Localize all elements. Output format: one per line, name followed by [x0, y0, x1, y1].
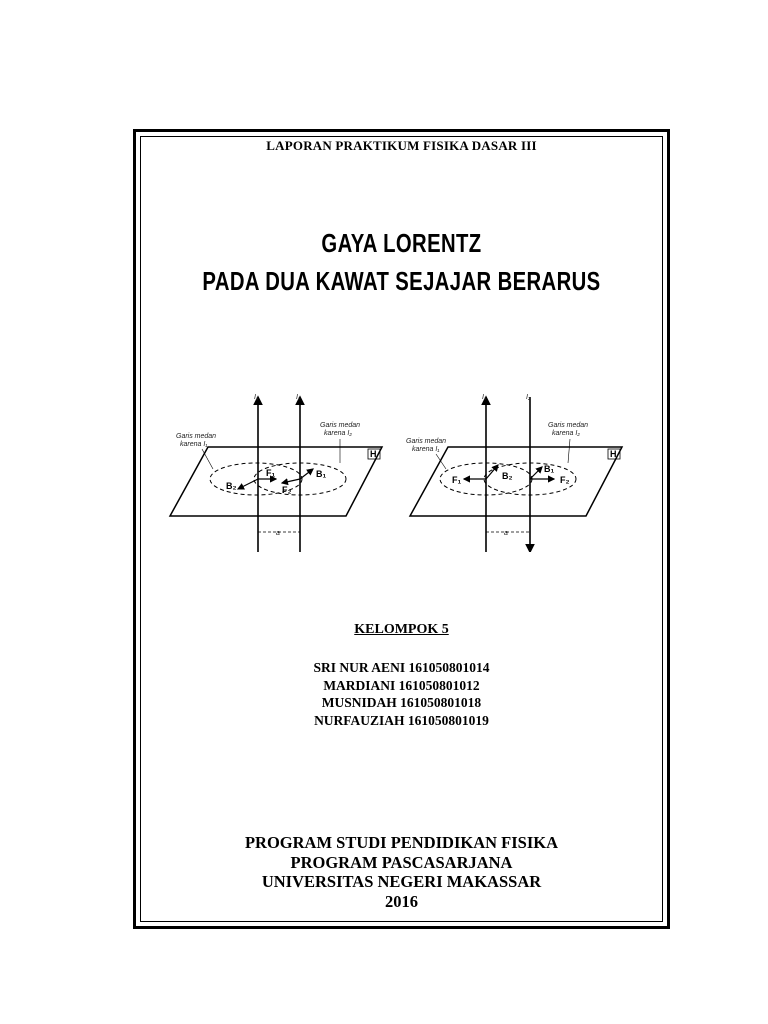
- label-a: a: [276, 530, 280, 537]
- label-B1: B₁: [316, 469, 327, 479]
- member-4: NURFAUZIAH 161050801019: [314, 712, 489, 728]
- year: 2016: [385, 891, 418, 911]
- label-F1-right: F₁: [452, 475, 462, 485]
- field-label-I2-line2: karena I₂: [324, 430, 352, 437]
- label-B2: B₂: [226, 481, 237, 491]
- label-H: H: [370, 449, 377, 459]
- field-label-I2-line1: Garis medan: [320, 422, 361, 429]
- diagram-antiparallel-currents: [406, 394, 622, 552]
- graduate-program: PROGRAM PASCASARJANA: [290, 852, 513, 872]
- member-1: SRI NUR AENI 161050801014: [313, 660, 490, 675]
- label-I1-right: I₁: [482, 394, 487, 401]
- field-label-I1-right-line1: Garis medan: [406, 438, 447, 445]
- field-label-I1-right-line2: karena I₁: [412, 446, 440, 453]
- label-B2-right: B₂: [502, 471, 513, 481]
- field-label-I1-line1: Garis medan: [176, 433, 217, 440]
- member-2: MARDIANI 161050801012: [323, 677, 480, 693]
- study-program: PROGRAM STUDI PENDIDIKAN FISIKA: [244, 833, 559, 852]
- label-I1: I₁: [254, 394, 259, 401]
- report-header: LAPORAN PRAKTIKUM FISIKA DASAR III: [266, 138, 537, 153]
- label-H-right: H: [610, 449, 617, 459]
- field-label-I2-right-line2: karena I₂: [552, 430, 580, 437]
- member-list: [140, 659, 663, 729]
- lorentz-force-diagram: [168, 387, 640, 552]
- diagram-parallel-currents: [170, 394, 382, 552]
- label-I2-right: I₂: [526, 394, 531, 401]
- member-3: MUSNIDAH 161050801018: [321, 695, 482, 710]
- label-F2: F₂: [282, 485, 292, 495]
- label-F1: F₁: [266, 468, 276, 478]
- label-I2: I₂: [296, 394, 301, 401]
- label-B1-right: B₁: [544, 464, 555, 474]
- university-name: UNIVERSITAS NEGERI MAKASSAR: [261, 872, 542, 891]
- field-label-I1-line2: karena I₁: [180, 441, 208, 448]
- field-label-I2-right-line1: Garis medan: [548, 422, 589, 429]
- label-F2-right: F₂: [560, 475, 570, 485]
- title-line-2: PADA DUA KAWAT SEJAJAR BERARUS: [202, 266, 601, 296]
- label-a-right: a: [504, 530, 508, 537]
- institution-block: [140, 833, 663, 911]
- title-line-1: GAYA LORENTZ: [321, 228, 482, 258]
- group-label: KELOMPOK 5: [354, 622, 449, 637]
